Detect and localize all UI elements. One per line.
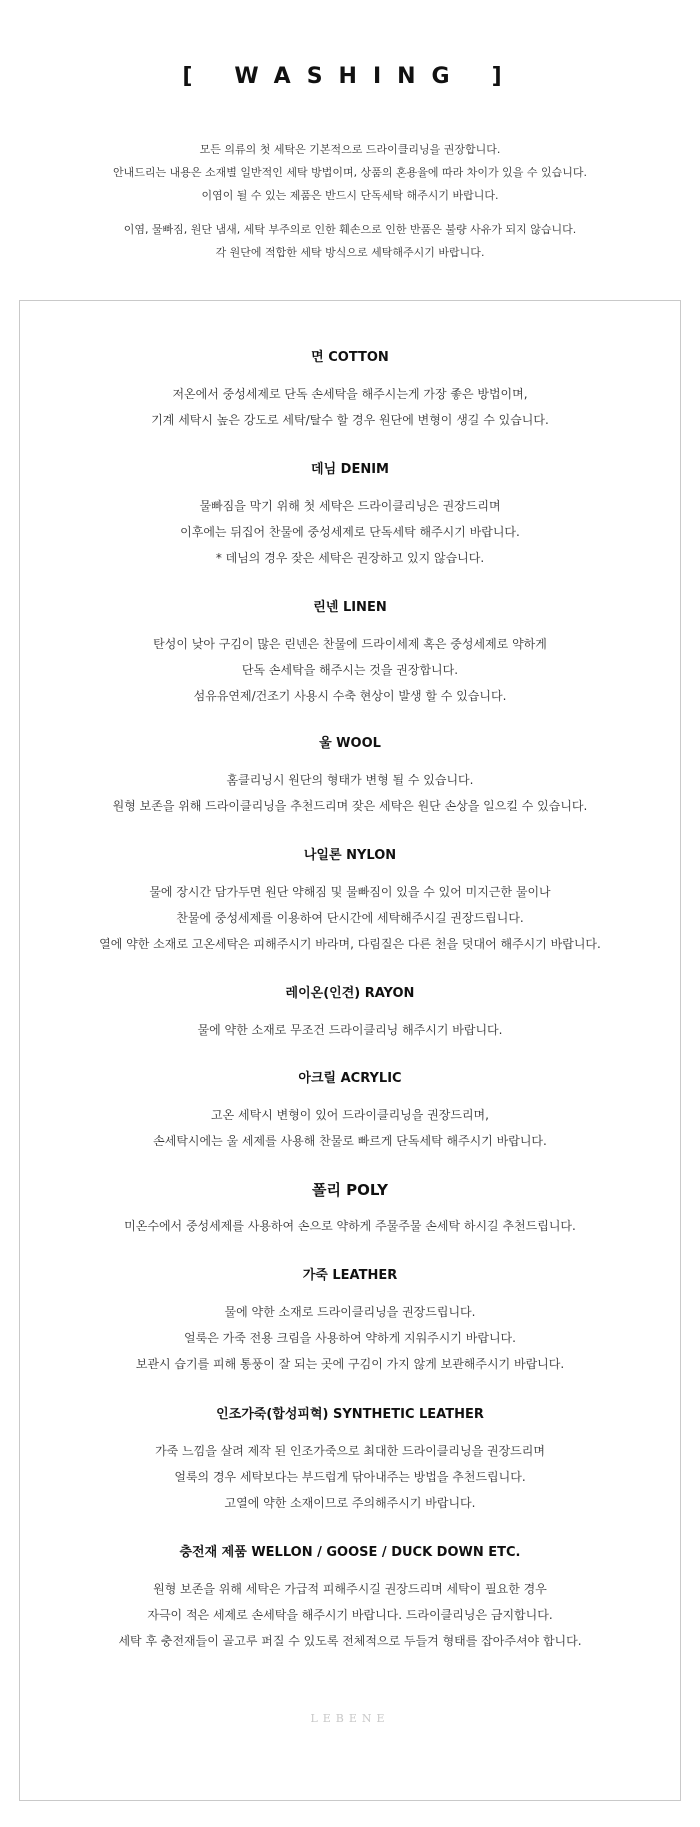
section-acrylic [0,1069,700,1154]
section-leather [0,1266,700,1377]
section-cotton [0,348,700,433]
section-rayon [0,984,700,1043]
section-line: 기계 세탁시 높은 강도로 세탁/탈수 할 경우 원단에 변형이 생길 수 있습니다. [151,413,549,427]
section-title: 레이온(인견) RAYON [285,986,415,1001]
section-line: 고열에 약한 소재이므로 주의해주시기 바랍니다. [224,1496,476,1510]
section-synthetic-leather [0,1405,700,1516]
section-title: 린넨 LINEN [313,600,387,615]
section-line: 물에 약한 소재로 무조건 드라이클리닝 해주시기 바랍니다. [197,1023,503,1037]
intro-line: 이염이 될 수 있는 제품은 반드시 단독세탁 해주시기 바랍니다. [201,189,499,202]
section-line: 세탁 후 충전재들이 골고루 퍼질 수 있도록 전체적으로 두들겨 형태를 잡아주셔야 합니다. [118,1634,582,1648]
section-line: 원형 보존을 위해 드라이클리닝을 추천드리며 잦은 세탁은 원단 손상을 일으킬 수 있습니다. [112,799,588,813]
bracket-right: ] [491,64,518,89]
intro-line: 각 원단에 적합한 세탁 방식으로 세탁해주시기 바랍니다. [215,246,485,259]
section-wool [0,734,700,819]
section-linen [0,598,700,709]
section-title: 인조가죽(합성피혁) SYNTHETIC LEATHER [216,1407,484,1422]
section-line: 섬유유연제/건조기 사용시 수축 현상이 발생 할 수 있습니다. [193,689,507,703]
section-title: 울 WOOL [319,736,381,751]
section-line: 단독 손세탁을 해주시는 것을 권장합니다. [241,663,459,677]
section-line: 탄성이 낮아 구김이 많은 린넨은 찬물에 드라이세제 혹은 중성세제로 약하게 [153,637,547,651]
section-line: 물에 약한 소재로 드라이클리닝을 권장드립니다. [224,1305,476,1319]
section-line: 저온에서 중성세제로 단독 손세탁을 해주시는게 가장 좋은 방법이며, [172,387,528,401]
section-line: 찬물에 중성세제를 이용하여 단시간에 세탁해주시길 권장드립니다. [176,911,524,925]
section-line: 손세탁시에는 울 세제를 사용해 찬물로 빠르게 단독세탁 해주시기 바랍니다. [153,1134,547,1148]
section-title: 폴리 POLY [311,1181,389,1199]
brand-watermark: LEBENE [310,1712,390,1725]
section-line: * 데님의 경우 잦은 세탁은 권장하고 있지 않습니다. [215,551,485,565]
section-line: 열에 약한 소재로 고온세탁은 피해주시기 바라며, 다림질은 다른 천을 덧대어 해주시기 바랍니다. [99,937,601,951]
section-line: 보관시 습기를 피해 통풍이 잘 되는 곳에 구김이 가지 않게 보관해주시기 바랍니다. [135,1357,565,1371]
bracket-left: [ [182,64,209,89]
section-line: 미온수에서 중성세제를 사용하여 손으로 약하게 주물주물 손세탁 하시길 추천드립니다. [124,1219,576,1233]
section-line: 물에 장시간 담가두면 원단 약해짐 및 물빠짐이 있을 수 있어 미지근한 물이나 [149,885,551,899]
title-text: WASHING [234,64,466,89]
section-line: 가죽 느낌을 살려 제작 된 인조가죽으로 최대한 드라이클리닝을 권장드리며 [155,1444,545,1458]
section-title: 충전재 제품 WELLON / GOOSE / DUCK DOWN ETC. [179,1545,521,1560]
section-line: 고온 세탁시 변형이 있어 드라이클리닝을 권장드리며, [211,1108,489,1122]
section-poly [0,1180,700,1239]
section-title: 면 COTTON [311,350,389,365]
section-title: 가죽 LEATHER [302,1268,398,1283]
intro-line: 이염, 물빠짐, 원단 냄새, 세탁 부주의로 인한 훼손으로 인한 반품은 불량 사유가 되지 않습니다. [123,223,577,236]
section-title: 아크릴 ACRYLIC [298,1071,402,1086]
section-line: 원형 보존을 위해 세탁은 가급적 피해주시길 권장드리며 세탁이 필요한 경우 [153,1582,547,1596]
section-line: 홈클리닝시 원단의 형태가 변형 될 수 있습니다. [226,773,474,787]
section-line: 얼룩의 경우 세탁보다는 부드럽게 닦아내주는 방법을 추천드립니다. [174,1470,526,1484]
section-line: 이후에는 뒤집어 찬물에 중성세제로 단독세탁 해주시기 바랍니다. [180,525,520,539]
section-title: 나일론 NYLON [303,848,397,863]
section-line: 자극이 적은 세제로 손세탁을 해주시기 바랍니다. 드라이클리닝은 금지합니다. [147,1608,553,1622]
section-nylon [0,846,700,957]
section-denim [0,460,700,571]
intro-line: 안내드리는 내용은 소재별 일반적인 세탁 방법이며, 상품의 혼용율에 따라 차이가 있을 수 있습니다. [113,166,587,179]
section-line: 물빠짐을 막기 위해 첫 세탁은 드라이클리닝은 권장드리며 [199,499,501,513]
section-line: 얼룩은 가죽 전용 크림을 사용하여 약하게 지워주시기 바랍니다. [184,1331,516,1345]
page-title [0,64,700,89]
section-title: 데님 DENIM [311,462,389,477]
intro-notice [0,138,700,264]
intro-line: 모든 의류의 첫 세탁은 기본적으로 드라이클리닝을 권장합니다. [199,143,501,156]
section-down-filling [0,1543,700,1654]
